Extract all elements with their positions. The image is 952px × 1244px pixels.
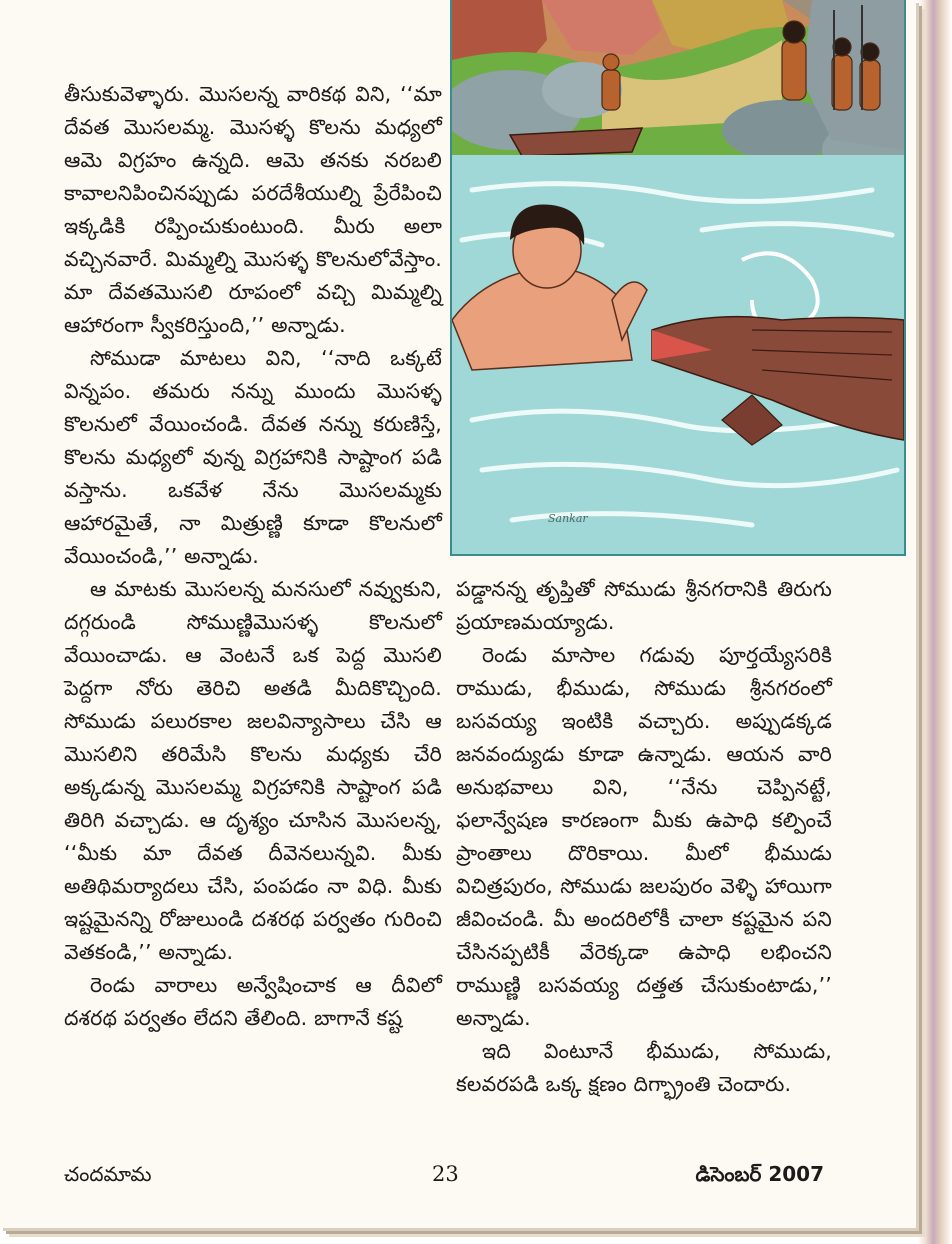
story-paragraph: పడ్డానన్న తృప్తితో సోముడు శ్రీనగరానికి తిరుగు ప్రయాణమయ్యాడు.	[456, 577, 832, 634]
magazine-name: చందమామ	[64, 1162, 152, 1186]
story-paragraph: రెండు మాసాల గడువు పూర్తయ్యేసరికి రాముడు, భీముడు, సోముడు శ్రీనగరంలో బసవయ్య ఇంటికి వచ్చారు. అప్పుడక్కడ జనవంద్యుడు కూడా ఉన్నాడు. ఆయన వారి అనుభవాలు విని, ‘‘నేను చెప్పినట్టే, ఫలాన్వేషణ కారణంగా మీకు ఉపాధి కల్పించే ప్రాంతాలు దొరికాయి. మీలో భీముడు విచిత్రపురం, సోముడు జలపురం వెళ్ళి హాయిగా జీవించండి. మీ అందరిలోకీ చాలా కష్టమైన పని చేసినప్పటికీ వేరెక్కడా ఉపాధి లభించని రాముణ్ణి బసవయ్య దత్తత చేసుకుంటాడు,’’ అన్నాడు.	[456, 643, 832, 1030]
artist-signature: Sankar	[548, 512, 588, 525]
magazine-page-edge	[918, 0, 952, 1244]
story-paragraph: ఆ మాటకు మొసలన్న మనసులో నవ్వుకుని, దగ్గరుండి సోముణ్ణిమొసళ్ళ కొలనులో వేయించాడు. ఆ వెంటనే ఒక పెద్ద మొసలి పెద్దగా నోరు తెరిచి అతడి మీదికొచ్చింది. సోముడు పలురకాల జలవిన్యాసాలు చేసి ఆ మొసలిని తరిమేసి కొలను మధ్యకు చేరి అక్కడున్న మొసలమ్మ విగ్రహానికి సాష్టాంగ పడి తిరిగి వచ్చాడు. ఆ దృశ్యం చూసిన మొసలన్న, ‘‘మీకు మా దేవత దీవెనలున్నవి. మీకు అతిథిమర్యాదలు చేసి, పంపడం నా విధి. మీకు ఇష్టమైనన్ని రోజులుండి దశరథ పర్వతం గురించి వెతకండి,’’ అన్నాడు.	[64, 577, 442, 964]
story-paragraph: ఇది వింటూనే భీముడు, సోముడు, కలవరపడి ఒక్క క్షణం దిగ్భ్రాంతి చెందారు.	[456, 1039, 832, 1096]
story-paragraph: రెండు వారాలు అన్వేషించాక ఆ దీవిలో దశరథ పర్వతం లేదని తేలింది. బాగానే కష్ట	[64, 973, 442, 1030]
story-illustration	[450, 0, 906, 556]
issue-date: డిసెంబర్ 2007	[695, 1162, 824, 1186]
left-text-column	[64, 78, 442, 1035]
page-footer	[64, 1162, 824, 1196]
right-text-column	[456, 573, 832, 1101]
story-paragraph: తీసుకువెళ్ళారు. మొసలన్న వారికథ విని, ‘‘మా దేవత మొసలమ్మ. మొసళ్ళ కొలను మధ్యలో ఆమె విగ్రహం ఉన్నది. ఆమె తనకు నరబలి కావాలనిపించినప్పుడు పరదేశీయుల్ని ప్రేరేపించి ఇక్కడికి రప్పించుకుంటుంది. మీరు అలా వచ్చినవారే. మిమ్మల్ని మొసళ్ళ కొలనులోవేస్తాం. మా దేవతమొసలి రూపంలో వచ్చి మిమ్మల్ని ఆహారంగా స్వీకరిస్తుంది,’’ అన్నాడు.	[64, 82, 442, 337]
crocodile-scene-image	[452, 0, 904, 554]
story-paragraph: సోముడా మాటలు విని, ‘‘నాది ఒక్కటే విన్నపం. తమరు నన్ను ముందు మొసళ్ళ కొలనులో వేయించండి. దేవత నన్ను కరుణిస్తే, కొలను మధ్యలో వున్న విగ్రహానికి సాష్టాంగ పడి వస్తాను. ఒకవేళ నేను మొసలమ్మకు ఆహారమైతే, నా మిత్రుణ్ణి కూడా కొలనులో వేయించండి,’’ అన్నాడు.	[64, 346, 442, 568]
page-number: 23	[432, 1162, 459, 1186]
